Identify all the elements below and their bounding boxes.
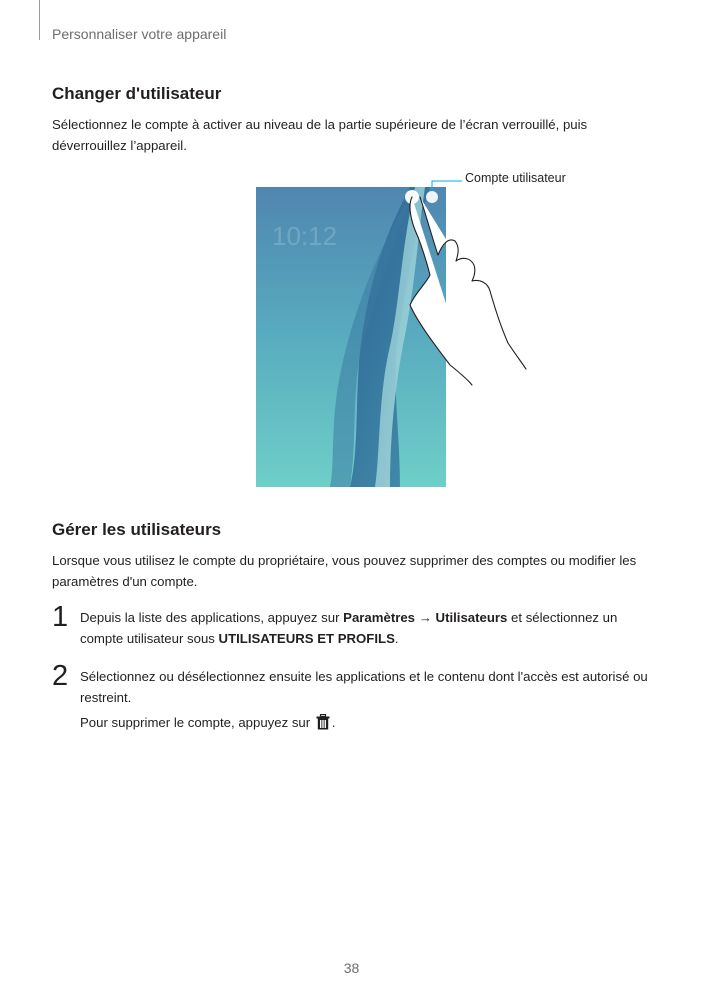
lockscreen-clock: 10:12 bbox=[272, 221, 338, 251]
lockscreen-illustration bbox=[250, 175, 540, 495]
users-profiles-label: UTILISATEURS ET PROFILS bbox=[218, 631, 395, 646]
users-label: Utilisateurs bbox=[435, 610, 508, 625]
settings-label: Paramètres bbox=[343, 610, 416, 625]
page-number: 38 bbox=[343, 960, 360, 976]
page-header: Personnaliser votre appareil bbox=[52, 26, 227, 42]
callout-label: Compte utilisateur bbox=[465, 171, 566, 185]
step-text: Sélectionnez ou désélectionnez ensuite les applications et le contenu dont l'accès est autorisé ou restreint. bbox=[80, 669, 648, 705]
section-title-switch-user: Changer d'utilisateur bbox=[52, 84, 222, 103]
section-title-manage-users: Gérer les utilisateurs bbox=[52, 520, 222, 539]
section-body-manage-users: Lorsque vous utilisez le compte du propriétaire, vous pouvez supprimer des comptes ou modifier les paramètres d'un compte. bbox=[52, 553, 637, 589]
step-text: Depuis la liste des applications, appuyez sur Paramètres → Utilisateurs et sélectionnez un compte utilisateur sous UTILISATEURS ET PROFILS. bbox=[80, 610, 618, 646]
step-number: 1 bbox=[52, 601, 69, 633]
step-number: 2 bbox=[52, 660, 69, 692]
header-rule bbox=[39, 0, 40, 40]
section-body-switch-user: Sélectionnez le compte à activer au niveau de la partie supérieure de l’écran verrouillé, puis déverrouillez l’appareil. bbox=[52, 117, 588, 153]
step-note: Pour supprimer le compte, appuyez sur . bbox=[80, 712, 650, 736]
trash-icon bbox=[316, 714, 330, 736]
user-account-icon-2 bbox=[426, 191, 438, 203]
